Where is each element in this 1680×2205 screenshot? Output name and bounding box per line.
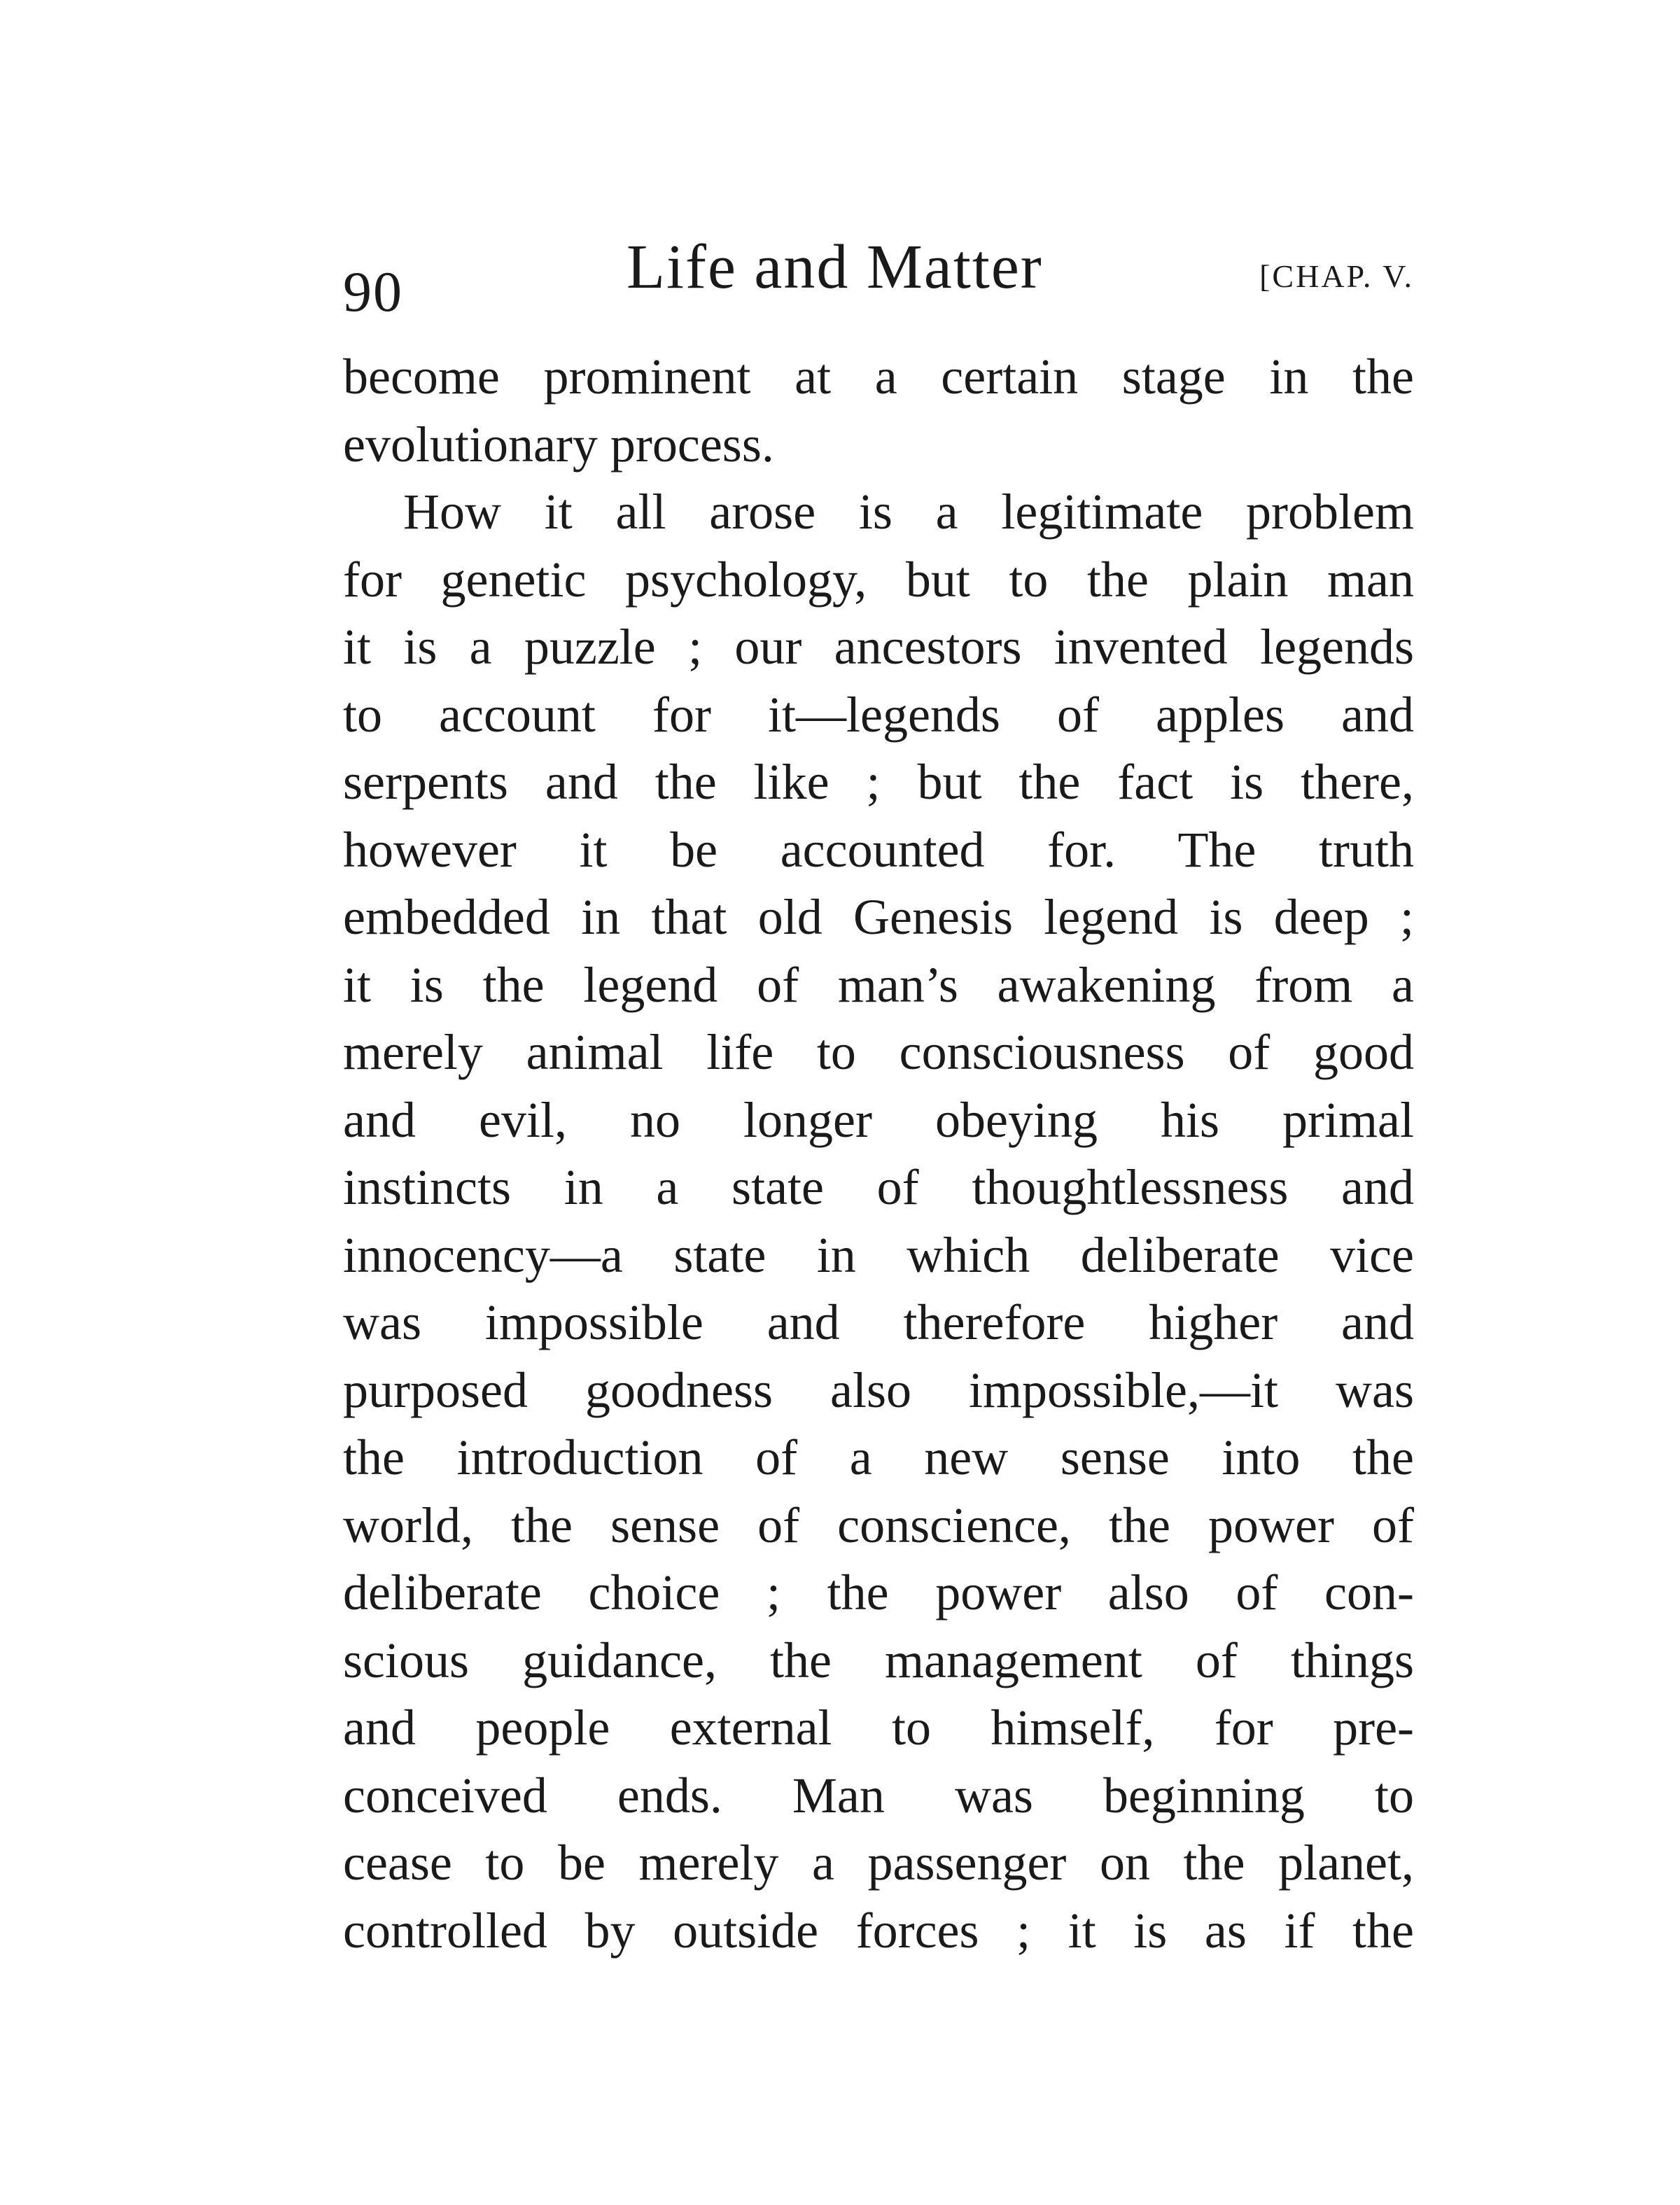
text-line: it is a puzzle ; our ancestors invented legends bbox=[343, 619, 1414, 675]
running-title: Life and Matter bbox=[626, 232, 1043, 302]
text-line: conceived ends. Man was beginning to bbox=[343, 1767, 1414, 1823]
text-line: become prominent at a certain stage in the bbox=[343, 349, 1414, 405]
text-line: How it all arose is a legitimate problem bbox=[403, 484, 1414, 540]
text-line: for genetic psychology, but to the plain man bbox=[343, 551, 1414, 608]
text-line: controlled by outside forces ; it is as if the bbox=[343, 1902, 1414, 1959]
text-line: scious guidance, the management of things bbox=[343, 1632, 1414, 1688]
text-line: cease to be merely a passenger on the planet, bbox=[343, 1835, 1414, 1891]
body-text bbox=[343, 343, 1414, 1964]
text-line: evolutionary process. bbox=[343, 416, 774, 472]
text-line: deliberate choice ; the power also of con- bbox=[343, 1564, 1414, 1620]
text-line: was impossible and therefore higher and bbox=[343, 1294, 1414, 1350]
text-line: however it be accounted for. The truth bbox=[343, 821, 1414, 878]
text-line: it is the legend of man’s awakening from a bbox=[343, 956, 1414, 1013]
text-line: innocency—a state in which deliberate vice bbox=[343, 1226, 1414, 1283]
text-line: world, the sense of conscience, the power of bbox=[343, 1497, 1414, 1553]
chapter-reference: [CHAP. V. bbox=[1259, 258, 1414, 294]
text-line: purposed goodness also impossible,—it was bbox=[343, 1362, 1414, 1418]
text-line: merely animal life to consciousness of good bbox=[343, 1024, 1414, 1080]
text-line: to account for it—legends of apples and bbox=[343, 686, 1414, 743]
page-header bbox=[343, 224, 1414, 322]
text-line: and evil, no longer obeying his primal bbox=[343, 1091, 1414, 1148]
text-line: and people external to himself, for pre- bbox=[343, 1700, 1414, 1756]
text-line: instincts in a state of thoughtlessness and bbox=[343, 1159, 1414, 1215]
text-line: embedded in that old Genesis legend is deep ; bbox=[343, 889, 1414, 945]
text-line: the introduction of a new sense into the bbox=[343, 1429, 1414, 1485]
text-line: serpents and the like ; but the fact is there, bbox=[343, 754, 1414, 810]
page-number: 90 bbox=[343, 260, 403, 323]
